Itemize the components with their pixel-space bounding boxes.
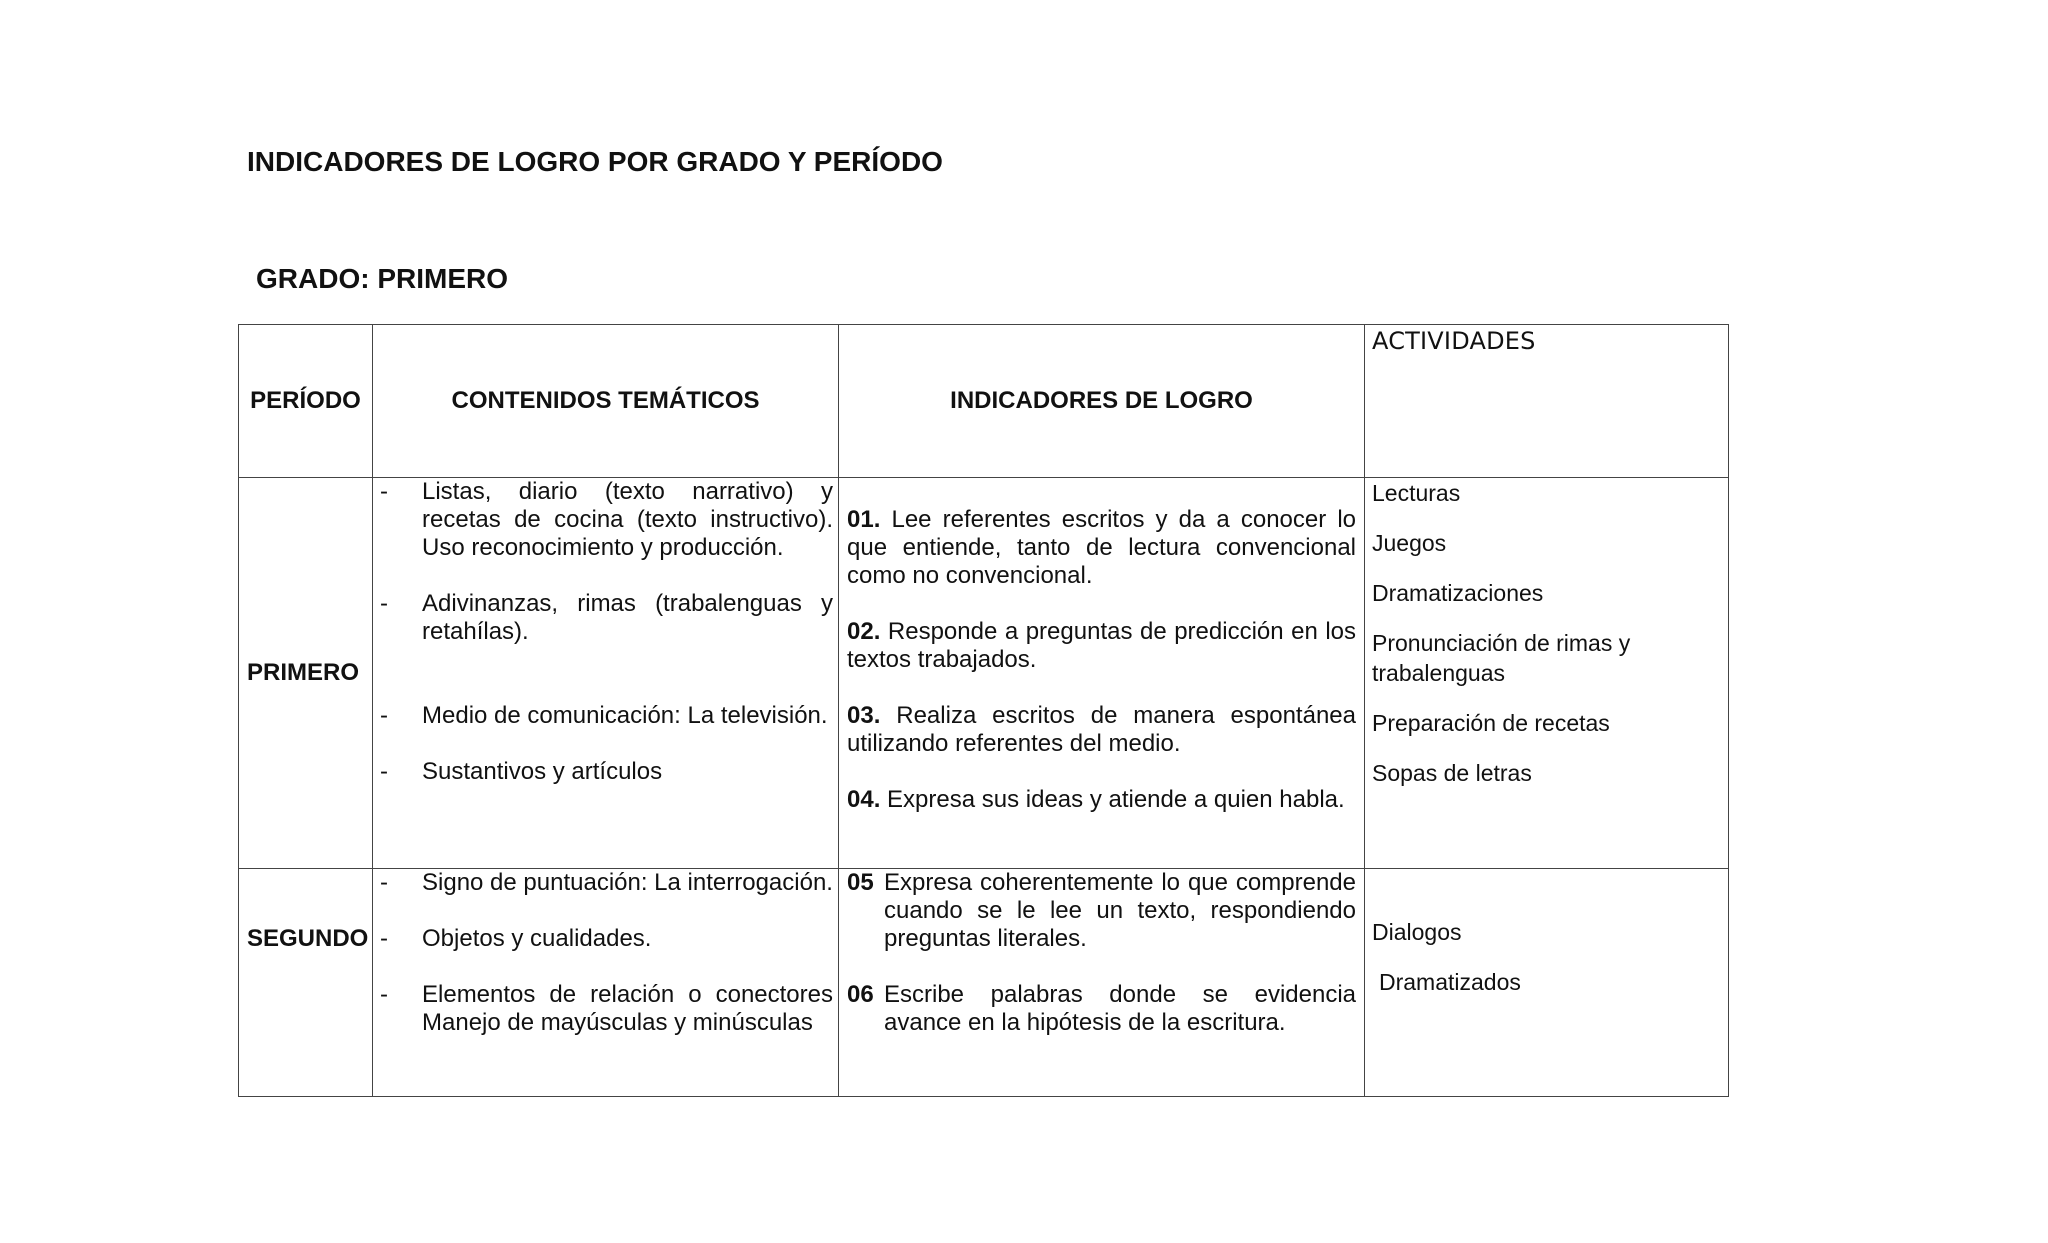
header-indicators: INDICADORES DE LOGRO (839, 325, 1365, 478)
achievement-indicators-table (238, 324, 1729, 1097)
activities-list (1365, 478, 1728, 788)
activities-list (1365, 917, 1728, 997)
header-contents: CONTENIDOS TEMÁTICOS (373, 325, 839, 478)
list-bullet: - (380, 702, 388, 729)
content-text: Sustantivos y artículos (422, 758, 663, 785)
activity-item: Dramatizados (1379, 969, 1521, 995)
content-text: Objetos y cualidades. (422, 925, 652, 952)
content-text: Elementos de relación o conectores Manejo de mayúsculas y minúsculas (422, 981, 833, 1036)
list-item (380, 869, 833, 897)
indicator-text: Realiza escritos de manera espontánea utilizando referentes del medio. (847, 702, 1356, 757)
indicator-text: Expresa coherentemente lo que comprende cuando se le lee un texto, respondiendo preguntas literales. (884, 869, 1356, 952)
list-bullet: - (380, 925, 388, 952)
list-bullet: - (380, 981, 388, 1008)
content-text: Listas, diario (texto narrativo) y recetas de cocina (texto instructivo). Uso reconocimiento y producción. (422, 478, 833, 561)
period-cell-segundo: SEGUNDO (239, 869, 373, 1097)
indicator-text: Escribe palabras donde se evidencia avance en la hipótesis de la escritura. (884, 981, 1356, 1036)
header-activities: ACTIVIDADES (1365, 325, 1729, 478)
list-bullet: - (380, 869, 388, 896)
indicator-number: 03. (847, 702, 881, 729)
indicator-item (839, 869, 1364, 953)
content-text: Adivinanzas, rimas (trabalenguas y retahílas). (422, 590, 833, 645)
indicator-number: 02. (847, 618, 881, 645)
indicator-number: 04. (847, 786, 881, 813)
header-period: PERÍODO (239, 325, 373, 478)
grade-label: GRADO: PRIMERO (256, 263, 508, 294)
activities-cell-primero (1365, 478, 1729, 869)
indicators-block (839, 506, 1364, 814)
activity-item: Pronunciación de rimas y trabalenguas (1372, 630, 1631, 686)
indicators-cell-segundo (839, 869, 1365, 1097)
indicator-number: 06 (847, 981, 874, 1008)
indicator-item (847, 506, 1356, 590)
indicator-item (847, 618, 1356, 674)
list-item (380, 981, 833, 1037)
activity-item: Lecturas (1372, 480, 1461, 506)
indicator-item (847, 702, 1356, 758)
indicator-number: 01. (847, 506, 881, 533)
contents-cell-segundo (373, 869, 839, 1097)
activity-item: Preparación de recetas (1372, 710, 1610, 736)
table-row-segundo (239, 869, 1729, 1097)
indicators-cell-primero (839, 478, 1365, 869)
contents-list (373, 478, 838, 786)
document-title: INDICADORES DE LOGRO POR GRADO Y PERÍODO (247, 146, 943, 177)
content-text: Medio de comunicación: La televisión. (422, 702, 828, 729)
indicator-item (839, 981, 1364, 1037)
indicator-text: Expresa sus ideas y atiende a quien habla. (887, 786, 1345, 813)
activities-cell-segundo (1365, 869, 1729, 1097)
list-item (380, 478, 833, 562)
list-bullet: - (380, 590, 388, 617)
period-cell-primero: PRIMERO (239, 478, 373, 869)
content-text: Signo de puntuación: La interrogación. (422, 869, 833, 896)
activity-item: Dramatizaciones (1372, 580, 1544, 606)
activity-item: Sopas de letras (1372, 760, 1532, 786)
table-header-row (239, 325, 1729, 478)
list-item (380, 758, 833, 786)
list-item (380, 590, 833, 646)
activity-item: Juegos (1372, 530, 1447, 556)
list-item (380, 925, 833, 953)
list-item (380, 702, 833, 730)
list-bullet: - (380, 758, 388, 785)
indicator-number: 05 (847, 869, 874, 896)
table-row-primero (239, 478, 1729, 869)
indicator-text: Responde a preguntas de predicción en los textos trabajados. (847, 618, 1357, 673)
activity-item: Dialogos (1372, 919, 1462, 945)
indicator-item (847, 786, 1356, 814)
list-bullet: - (380, 478, 388, 505)
contents-cell-primero (373, 478, 839, 869)
contents-list (373, 869, 838, 1037)
indicator-text: Lee referentes escritos y da a conocer lo que entiende, tanto de lectura convencional como no convencional. (847, 506, 1356, 589)
